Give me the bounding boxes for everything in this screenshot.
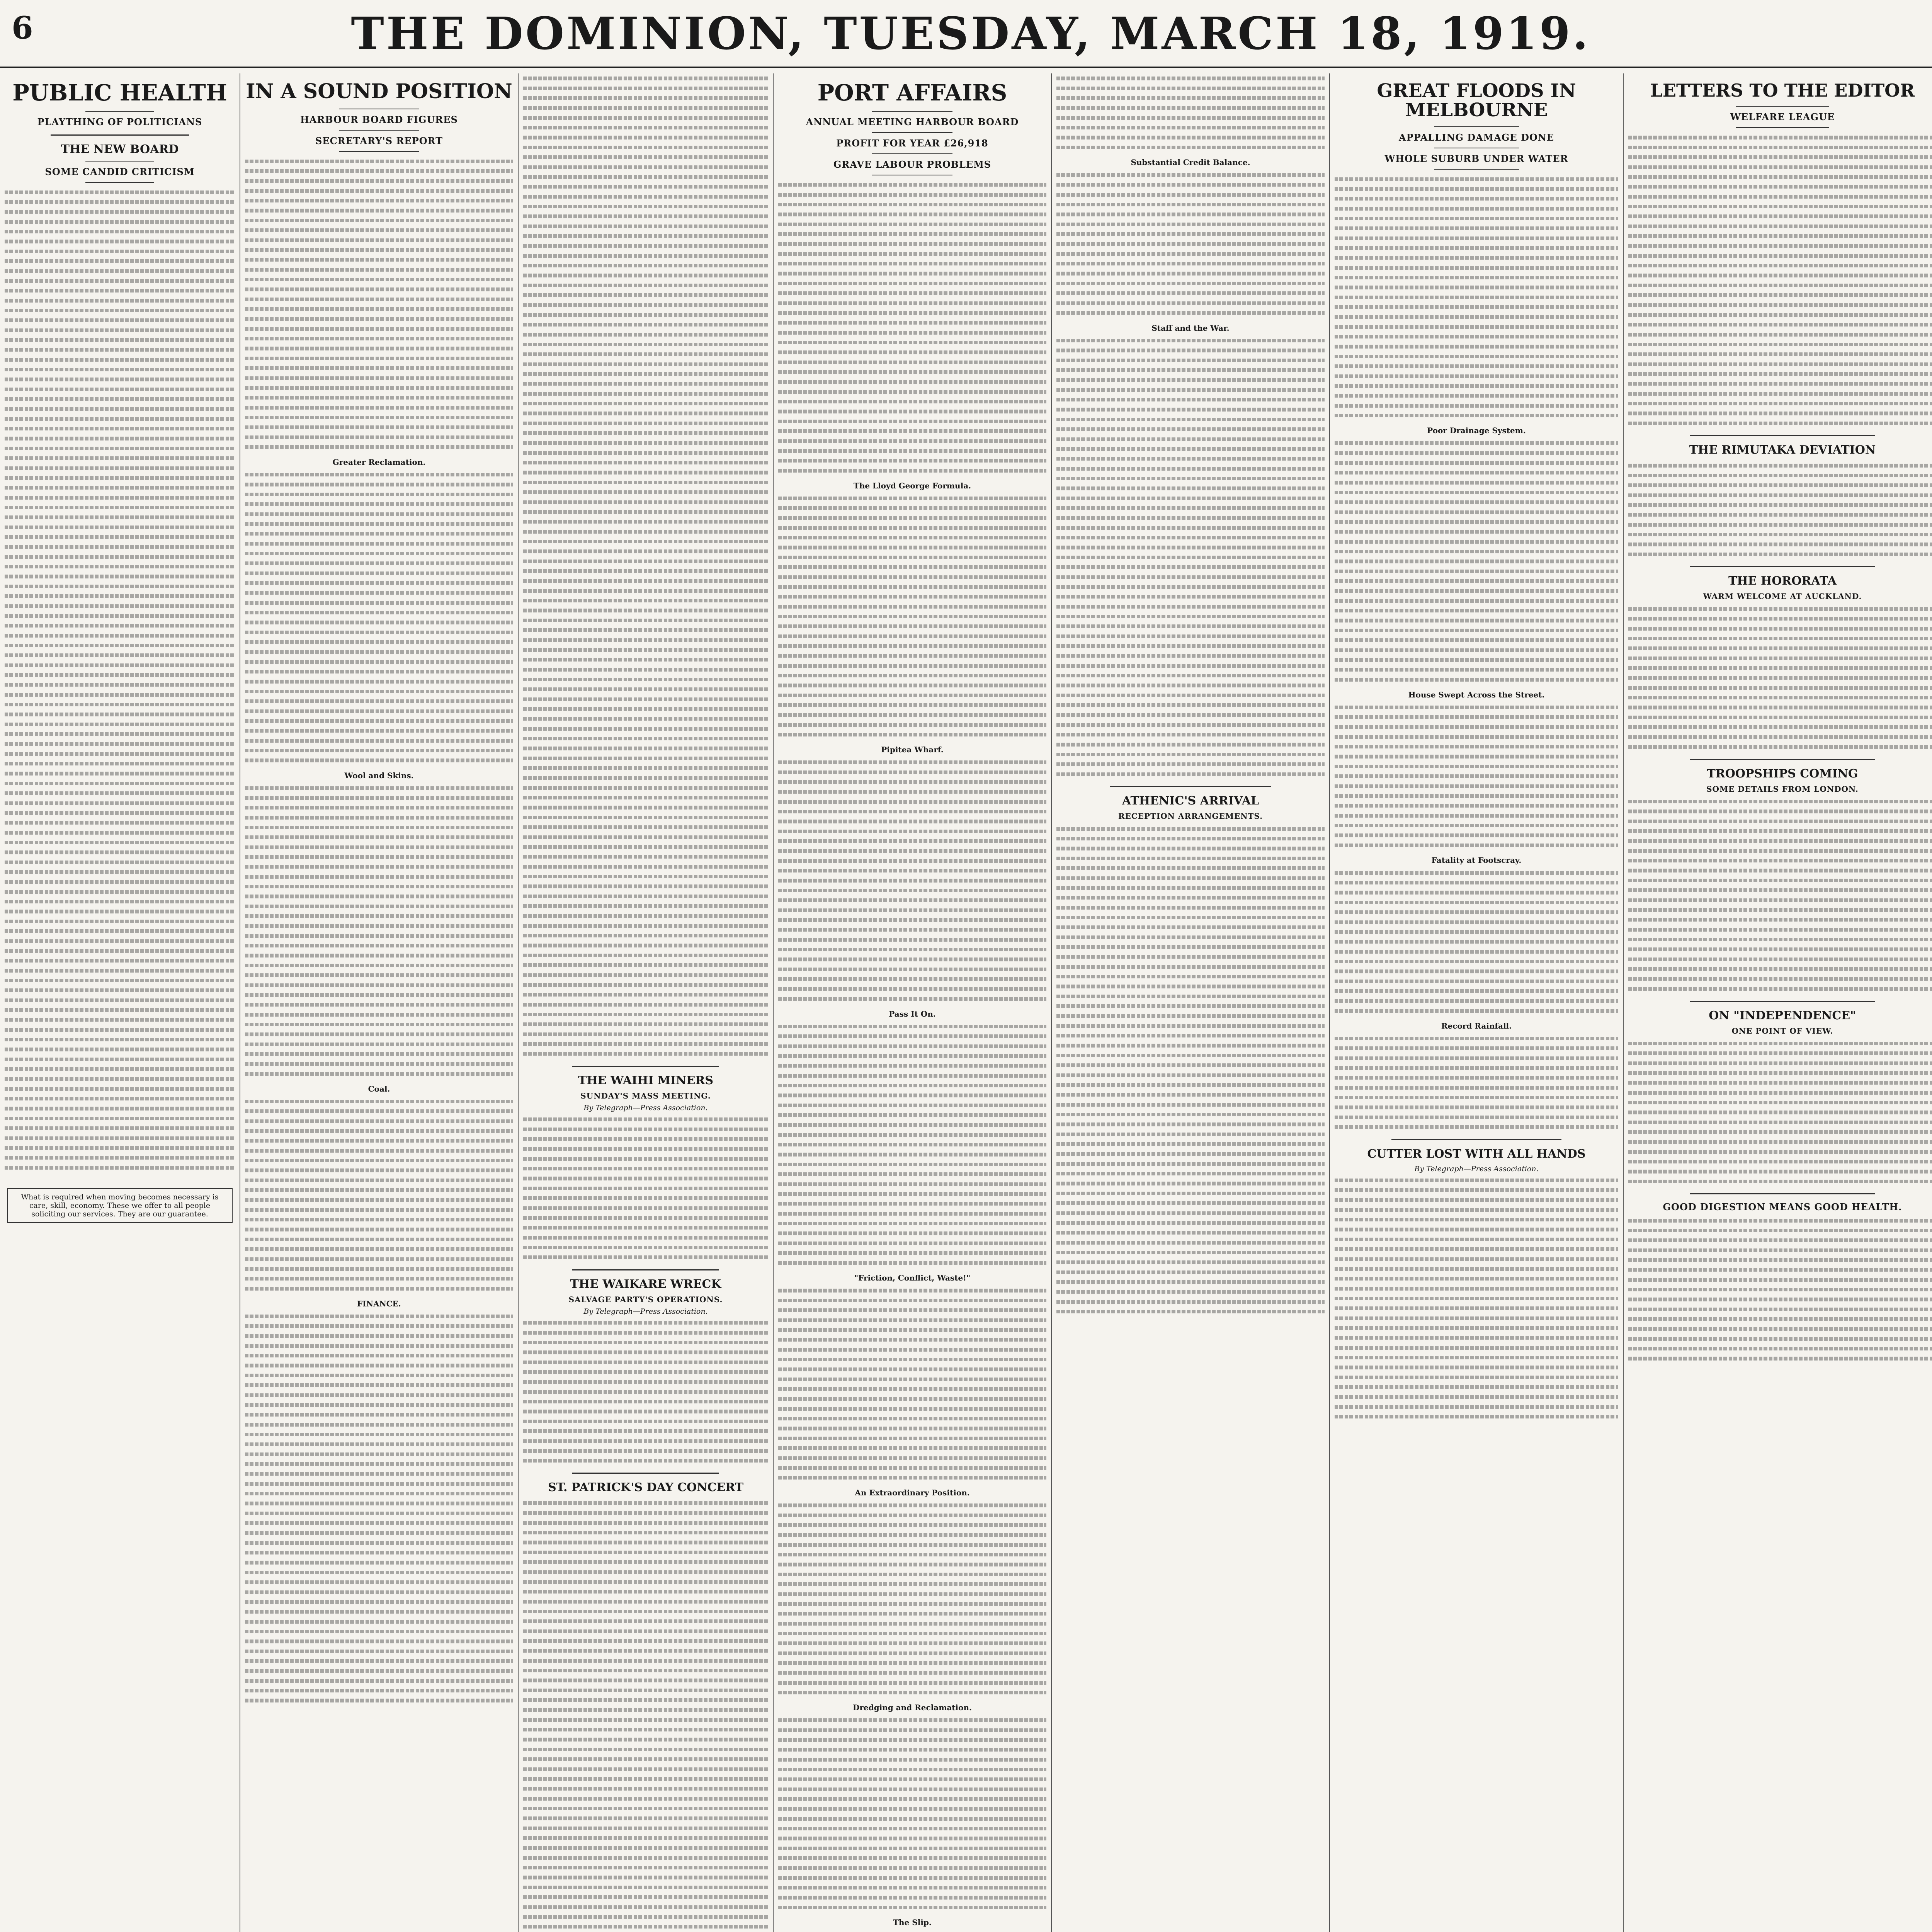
- headline: GREAT FLOODS IN MELBOURNE: [1377, 80, 1576, 121]
- section-heading: The Lloyd George Formula.: [853, 481, 971, 490]
- article-body: [523, 73, 768, 1059]
- subhead: THE HORORATA: [1728, 574, 1837, 588]
- article-body: [1056, 170, 1325, 318]
- article-body: [778, 493, 1046, 740]
- column-melbourne-floods: [1330, 73, 1623, 1932]
- article-body: [523, 1498, 768, 1932]
- divider: [572, 1269, 719, 1270]
- divider: [85, 182, 155, 183]
- page-number: 6: [12, 10, 33, 46]
- subhead: CUTTER LOST WITH ALL HANDS: [1367, 1147, 1586, 1161]
- divider: [872, 153, 952, 154]
- section-heading: Greater Reclamation.: [332, 457, 426, 467]
- section-heading: Fatality at Footscray.: [1431, 855, 1522, 865]
- section-heading: Coal.: [368, 1084, 390, 1094]
- advertisement: [7, 1188, 233, 1223]
- divider: [1434, 169, 1519, 170]
- divider: [51, 134, 189, 136]
- article-body: [778, 1930, 1046, 1932]
- article-body: [1335, 1034, 1618, 1132]
- headline: PORT AFFAIRS: [817, 80, 1007, 106]
- article-body: [1628, 604, 1932, 752]
- subhead: SUNDAY'S MASS MEETING.: [580, 1091, 711, 1100]
- article-body: [1628, 461, 1932, 559]
- subhead: GRAVE LABOUR PROBLEMS: [833, 158, 992, 170]
- divider: [1690, 435, 1875, 436]
- section-heading: Substantial Credit Balance.: [1131, 158, 1250, 167]
- divider: [1690, 1001, 1875, 1002]
- column-harbour-board: [240, 73, 518, 1932]
- newspaper-title: THE DOMINION, TUESDAY, MARCH 18, 1919.: [351, 8, 1590, 60]
- article-body: [1335, 702, 1618, 850]
- divider: [872, 111, 952, 112]
- headline: LETTERS TO THE EDITOR: [1650, 80, 1915, 101]
- subhead: RECEPTION ARRANGEMENTS.: [1118, 811, 1263, 821]
- subhead: HARBOUR BOARD FIGURES: [300, 114, 458, 125]
- subhead: SECRETARY'S REPORT: [315, 135, 443, 146]
- column-public-health: [0, 73, 240, 1932]
- section-heading: Pass It On.: [889, 1009, 936, 1019]
- section-heading: "Friction, Conflict, Waste!": [854, 1273, 971, 1283]
- column-port-affairs: [774, 73, 1051, 1932]
- section-heading: Dredging and Reclamation.: [853, 1703, 972, 1713]
- divider: [1736, 127, 1828, 128]
- divider: [1736, 106, 1828, 107]
- subhead: WARM WELCOME AT AUCKLAND.: [1703, 592, 1862, 601]
- dateline: By Telegraph—Press Association.: [1414, 1164, 1539, 1173]
- article-body: [1056, 824, 1325, 1316]
- article-body: [1628, 133, 1932, 428]
- divider: [1690, 1193, 1875, 1194]
- subhead: APPALLING DAMAGE DONE: [1398, 131, 1554, 143]
- divider: [85, 111, 155, 112]
- ad-text: What is required when moving becomes necessary is care, skill, economy. These we offer to all people soliciting our services. They are our guarantee.: [21, 1192, 219, 1218]
- divider: [572, 1473, 719, 1474]
- section-heading: Record Rainfall.: [1441, 1021, 1512, 1031]
- subhead: WHOLE SUBURB UNDER WATER: [1384, 153, 1568, 164]
- article-body: [1628, 1039, 1932, 1187]
- divider: [1110, 786, 1271, 787]
- article-body: [1335, 868, 1618, 1016]
- section-heading: FINANCE.: [357, 1299, 401, 1308]
- subhead: ATHENIC'S ARRIVAL: [1122, 794, 1259, 808]
- subhead: SOME DETAILS FROM LONDON.: [1706, 784, 1859, 794]
- column-trentham-hospital: [1052, 73, 1329, 1932]
- article-body: [523, 1114, 768, 1262]
- subhead: THE WAIKARE WRECK: [570, 1277, 721, 1291]
- subhead: ON "INDEPENDENCE": [1709, 1009, 1856, 1022]
- subhead: WELFARE LEAGUE: [1730, 111, 1835, 123]
- article-body: [1056, 73, 1325, 152]
- article-body: [5, 187, 235, 1173]
- subhead: THE RIMUTAKA DEVIATION: [1689, 443, 1876, 457]
- divider: [339, 151, 419, 152]
- article-body: [778, 1715, 1046, 1912]
- article-body: [245, 1097, 513, 1294]
- article-body: [778, 1286, 1046, 1483]
- article-body: [1335, 438, 1618, 685]
- divider: [1690, 566, 1875, 567]
- section-heading: Poor Drainage System.: [1427, 426, 1526, 435]
- subhead: THE WAIHI MINERS: [578, 1074, 713, 1087]
- article-body: [1056, 336, 1325, 779]
- subhead: SOME CANDID CRITICISM: [45, 166, 195, 177]
- headline: IN A SOUND POSITION: [246, 80, 512, 103]
- column-letters-to-the-editor: [1624, 73, 1932, 1932]
- column-harbour-continued: [519, 73, 773, 1932]
- article-body: [523, 1318, 768, 1466]
- section-heading: Staff and the War.: [1151, 323, 1230, 333]
- section-heading: The Slip.: [893, 1918, 932, 1927]
- divider: [1434, 126, 1519, 127]
- article-body: [1628, 1216, 1932, 1364]
- section-heading: An Extraordinary Position.: [855, 1488, 970, 1498]
- article-body: [245, 1311, 513, 1706]
- divider: [339, 130, 419, 131]
- article-body: [1335, 1175, 1618, 1422]
- section-heading: Pipitea Wharf.: [881, 745, 944, 755]
- subhead: ST. PATRICK'S DAY CONCERT: [548, 1481, 744, 1494]
- subhead: GOOD DIGESTION MEANS GOOD HEALTH.: [1663, 1201, 1902, 1213]
- article-body: [778, 757, 1046, 1004]
- section-heading: Wool and Skins.: [344, 770, 414, 780]
- subhead: ONE POINT OF VIEW.: [1731, 1026, 1833, 1036]
- article-body: [245, 156, 513, 452]
- article-body: [778, 180, 1046, 476]
- dateline: By Telegraph—Press Association.: [583, 1307, 708, 1316]
- subhead: PLAYTHING OF POLITICIANS: [37, 116, 202, 128]
- subhead: PROFIT FOR YEAR £26,918: [836, 137, 988, 149]
- subhead: TROOPSHIPS COMING: [1707, 767, 1858, 781]
- dateline: By Telegraph—Press Association.: [583, 1104, 708, 1112]
- headline: PUBLIC HEALTH: [12, 80, 227, 106]
- article-body: [778, 1500, 1046, 1697]
- divider: [85, 161, 155, 162]
- section-heading: House Swept Across the Street.: [1408, 690, 1545, 699]
- article-body: [245, 783, 513, 1079]
- divider: [1391, 1139, 1561, 1140]
- subhead: THE NEW BOARD: [61, 142, 179, 156]
- article-body: [1335, 174, 1618, 421]
- divider: [572, 1066, 719, 1067]
- divider: [872, 132, 952, 133]
- article-body: [1628, 797, 1932, 994]
- article-body: [778, 1022, 1046, 1268]
- masthead: [0, 0, 1932, 68]
- subhead: SALVAGE PARTY'S OPERATIONS.: [568, 1294, 723, 1304]
- divider: [1690, 759, 1875, 760]
- subhead: ANNUAL MEETING HARBOUR BOARD: [806, 116, 1019, 128]
- article-body: [245, 470, 513, 765]
